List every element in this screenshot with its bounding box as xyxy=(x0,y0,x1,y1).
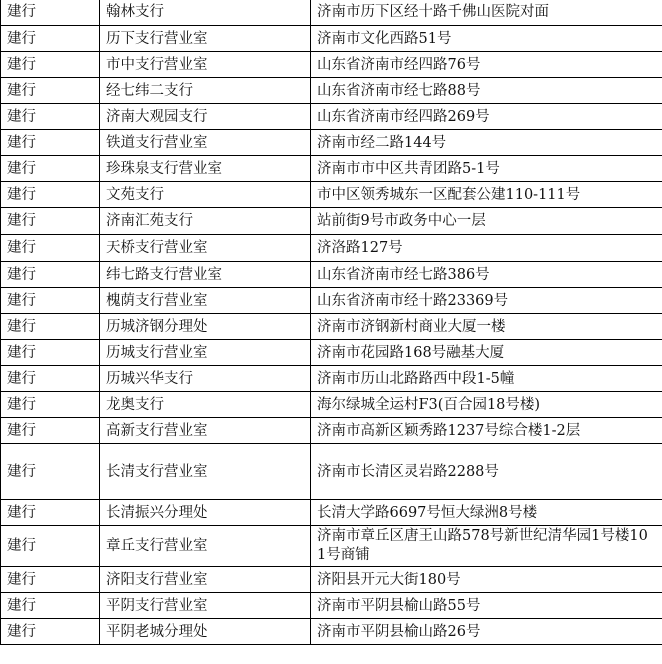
branch-name-cell: 历城支行营业室 xyxy=(100,340,311,366)
branch-name-cell: 槐荫支行营业室 xyxy=(100,288,311,314)
address-cell: 济南市长清区灵岩路2288号 xyxy=(311,444,662,500)
bank-cell: 建行 xyxy=(1,444,100,500)
bank-cell: 建行 xyxy=(1,288,100,314)
table-row xyxy=(1,619,662,645)
branch-name-cell: 高新支行营业室 xyxy=(100,418,311,444)
bank-cell: 建行 xyxy=(1,500,100,526)
branch-name-cell: 济南汇苑支行 xyxy=(100,208,311,235)
branch-name-cell: 经七纬二支行 xyxy=(100,78,311,104)
table-row xyxy=(1,593,662,619)
branch-name-cell: 长清支行营业室 xyxy=(100,444,311,500)
address-cell: 市中区领秀城东一区配套公建110-111号 xyxy=(311,182,662,208)
branch-name-cell: 历城兴华支行 xyxy=(100,366,311,392)
bank-cell: 建行 xyxy=(1,156,100,182)
branch-name-cell: 平阴老城分理处 xyxy=(100,619,311,645)
branch-name-cell: 平阴支行营业室 xyxy=(100,593,311,619)
table-row xyxy=(1,262,662,288)
table-row xyxy=(1,567,662,593)
branch-name-cell: 市中支行营业室 xyxy=(100,52,311,78)
address-cell: 济南市市中区共青团路5-1号 xyxy=(311,156,662,182)
address-cell: 济南市历下区经十路千佛山医院对面 xyxy=(311,0,662,26)
table-row xyxy=(1,340,662,366)
bank-cell: 建行 xyxy=(1,340,100,366)
bank-cell: 建行 xyxy=(1,52,100,78)
bank-cell: 建行 xyxy=(1,104,100,130)
bank-cell: 建行 xyxy=(1,130,100,156)
bank-cell: 建行 xyxy=(1,366,100,392)
address-cell: 海尔绿城全运村F3(百合园18号楼) xyxy=(311,392,662,418)
table-row xyxy=(1,500,662,526)
table-row xyxy=(1,78,662,104)
address-cell: 站前街9号市政务中心一层 xyxy=(311,208,662,235)
branch-name-cell: 翰林支行 xyxy=(100,0,311,26)
branch-name-cell: 龙奥支行 xyxy=(100,392,311,418)
bank-cell: 建行 xyxy=(1,567,100,593)
bank-cell: 建行 xyxy=(1,0,100,26)
address-cell: 济南市高新区颖秀路1237号综合楼1-2层 xyxy=(311,418,662,444)
bank-cell: 建行 xyxy=(1,314,100,340)
table-row xyxy=(1,104,662,130)
bank-cell: 建行 xyxy=(1,208,100,235)
address-cell: 济南市历山北路路西中段1-5幢 xyxy=(311,366,662,392)
bank-cell: 建行 xyxy=(1,418,100,444)
table-row xyxy=(1,314,662,340)
table-row xyxy=(1,288,662,314)
address-cell: 济南市花园路168号融基大厦 xyxy=(311,340,662,366)
branch-table-body xyxy=(1,0,662,645)
table-row xyxy=(1,52,662,78)
branch-name-cell: 历城济钢分理处 xyxy=(100,314,311,340)
branch-name-cell: 铁道支行营业室 xyxy=(100,130,311,156)
branch-name-cell: 济南大观园支行 xyxy=(100,104,311,130)
table-row xyxy=(1,130,662,156)
branch-name-cell: 章丘支行营业室 xyxy=(100,526,311,567)
table-row xyxy=(1,418,662,444)
address-cell: 济阳县开元大街180号 xyxy=(311,567,662,593)
address-cell: 山东省济南市经四路269号 xyxy=(311,104,662,130)
bank-cell: 建行 xyxy=(1,262,100,288)
address-cell: 山东省济南市经十路23369号 xyxy=(311,288,662,314)
table-row xyxy=(1,0,662,26)
bank-cell: 建行 xyxy=(1,182,100,208)
branch-name-cell: 纬七路支行营业室 xyxy=(100,262,311,288)
table-row xyxy=(1,26,662,52)
bank-cell: 建行 xyxy=(1,78,100,104)
table-row xyxy=(1,444,662,500)
table-row xyxy=(1,366,662,392)
table-row xyxy=(1,208,662,235)
address-cell: 山东省济南市经四路76号 xyxy=(311,52,662,78)
table-row xyxy=(1,235,662,262)
table-row xyxy=(1,392,662,418)
table-row xyxy=(1,182,662,208)
address-cell: 山东省济南市经七路386号 xyxy=(311,262,662,288)
branch-name-cell: 长清振兴分理处 xyxy=(100,500,311,526)
bank-cell: 建行 xyxy=(1,392,100,418)
bank-cell: 建行 xyxy=(1,26,100,52)
bank-cell: 建行 xyxy=(1,619,100,645)
address-cell: 济南市平阴县榆山路26号 xyxy=(311,619,662,645)
branch-name-cell: 珍珠泉支行营业室 xyxy=(100,156,311,182)
address-cell: 济南市济钢新村商业大厦一楼 xyxy=(311,314,662,340)
address-cell: 济南市平阴县榆山路55号 xyxy=(311,593,662,619)
bank-cell: 建行 xyxy=(1,593,100,619)
branch-name-cell: 济阳支行营业室 xyxy=(100,567,311,593)
address-cell: 济南市经二路144号 xyxy=(311,130,662,156)
address-cell: 济洛路127号 xyxy=(311,235,662,262)
table-row xyxy=(1,156,662,182)
address-cell: 济南市文化西路51号 xyxy=(311,26,662,52)
address-cell: 长清大学路6697号恒大绿洲8号楼 xyxy=(311,500,662,526)
address-cell: 济南市章丘区唐王山路578号新世纪清华园1号楼101号商铺 xyxy=(311,526,662,567)
bank-cell: 建行 xyxy=(1,526,100,567)
branch-name-cell: 历下支行营业室 xyxy=(100,26,311,52)
address-cell: 山东省济南市经七路88号 xyxy=(311,78,662,104)
table-row xyxy=(1,526,662,567)
branch-name-cell: 文苑支行 xyxy=(100,182,311,208)
branch-name-cell: 天桥支行营业室 xyxy=(100,235,311,262)
bank-cell: 建行 xyxy=(1,235,100,262)
